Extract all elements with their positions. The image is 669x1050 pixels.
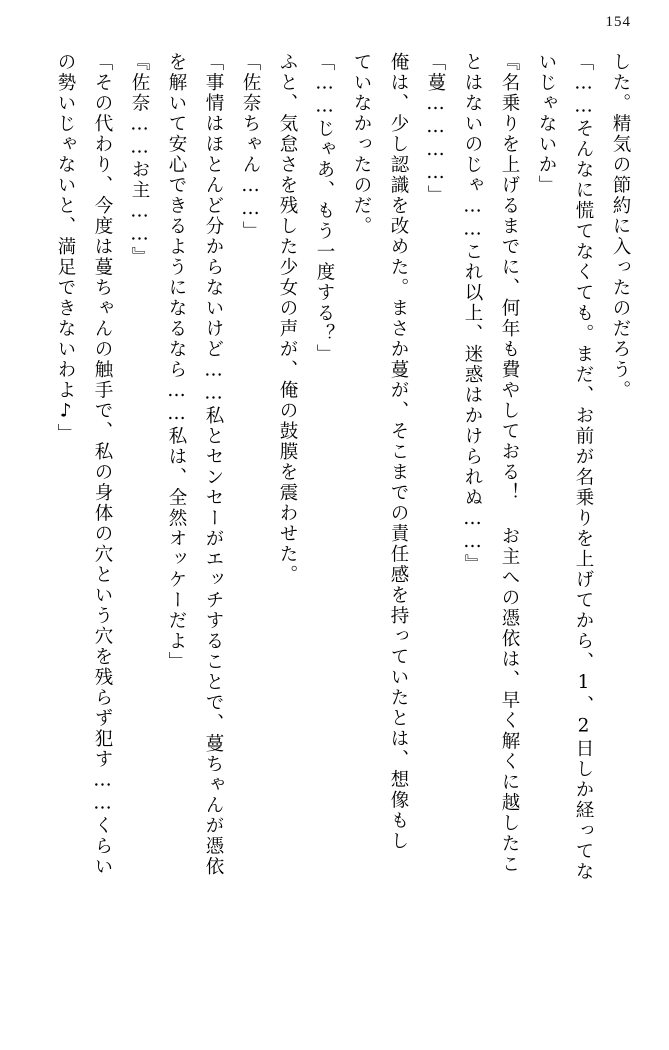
- text-column: 「その代わり、今度は蔓ちゃんの触手で、私の身体の穴という穴を残らず犯す……くらい: [92, 52, 113, 877]
- text-column: を解いて安心できるようになるなら……私は、全然オッケーだよ」: [166, 52, 187, 672]
- text-column: 「佐奈ちゃん……」: [240, 52, 261, 242]
- text-column: の勢いじゃないと、満足できないわよ♪」: [55, 52, 76, 444]
- text-column: ふと、気怠さを残した少女の声が、俺の鼓膜を震わせた。: [277, 52, 298, 585]
- text-column: した。精気の節約に入ったのだろう。: [610, 52, 631, 401]
- text-column: ていなかったのだ。: [351, 52, 372, 237]
- text-column: 「……そんなに慌てなくても。まだ、お前が名乗りを上げてから、1、2日しか経ってな: [573, 52, 594, 882]
- text-column: 『佐奈……お主……』: [129, 52, 150, 267]
- page-number: 154: [605, 14, 631, 30]
- text-column: 「……じゃあ、もう一度する？」: [314, 52, 335, 365]
- text-column: 俺は、少し認識を改めた。まさか蔓が、そこまでの責任感を持っていたとは、想像もし: [388, 52, 409, 852]
- text-column: とはないのじゃ……これ以上、迷惑はかけられぬ……』: [462, 52, 483, 575]
- text-column: 『名乗りを上げるまでに、何年も費やしておる！ お主への憑依は、早く解くに越したこ: [499, 52, 520, 875]
- text-column: いじゃないか」: [536, 52, 557, 196]
- body-text: [30, 52, 639, 1024]
- text-column: 「蔓…………」: [425, 52, 446, 206]
- text-column: 「事情はほとんど分からないけど……私とセンセーがエッチすることで、蔓ちゃんが憑依: [203, 52, 224, 877]
